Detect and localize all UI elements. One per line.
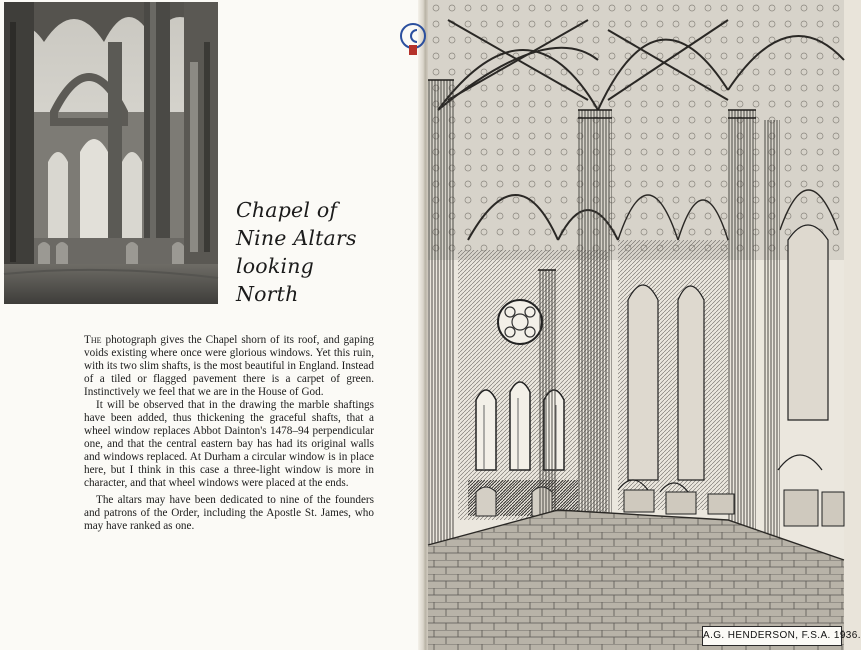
left-page	[0, 0, 424, 650]
caption-line: looking	[236, 254, 314, 278]
plate-caption	[236, 196, 416, 308]
artist-signature: A.G. HENDERSON, F.S.A. 1936.	[702, 626, 842, 646]
caption-line: North	[236, 282, 299, 306]
ruins-photograph	[4, 2, 218, 304]
paragraph-text: photograph gives the Chapel shorn of its roof, and gaping voids existing where once were glorious windows. Yet this ruin, with its two slim shafts, is the most beautiful in England. Instead of a tiled or flagged pavement there is a carpet of green. Instinctively we feel that we are in the House of God.	[84, 334, 374, 398]
descriptive-text	[84, 334, 374, 533]
lead-word: The	[84, 334, 102, 346]
paragraph	[84, 334, 374, 399]
caption-line: Nine Altars	[236, 226, 357, 250]
caption-line: Chapel of	[236, 198, 338, 222]
paragraph: The altars may have been dedicated to nine of the founders and patrons of the Order, including the Apostle St. James, who may have ranked as one.	[84, 494, 374, 532]
circular-stamp-icon	[398, 18, 428, 58]
paragraph: It will be observed that in the drawing the marble shaftings have been added, thus thickening the graceful shafts, that a wheel window replaces Abbot Dainton's 1478–94 perpendicular one, and that the central eastern bay has had its original walls and windows replaced. At Durham a circular window is in place here, but I think in this case a three-light window is more in character, and that wheel windows were placed at the ends.	[84, 399, 374, 489]
chapel-drawing	[428, 0, 844, 650]
